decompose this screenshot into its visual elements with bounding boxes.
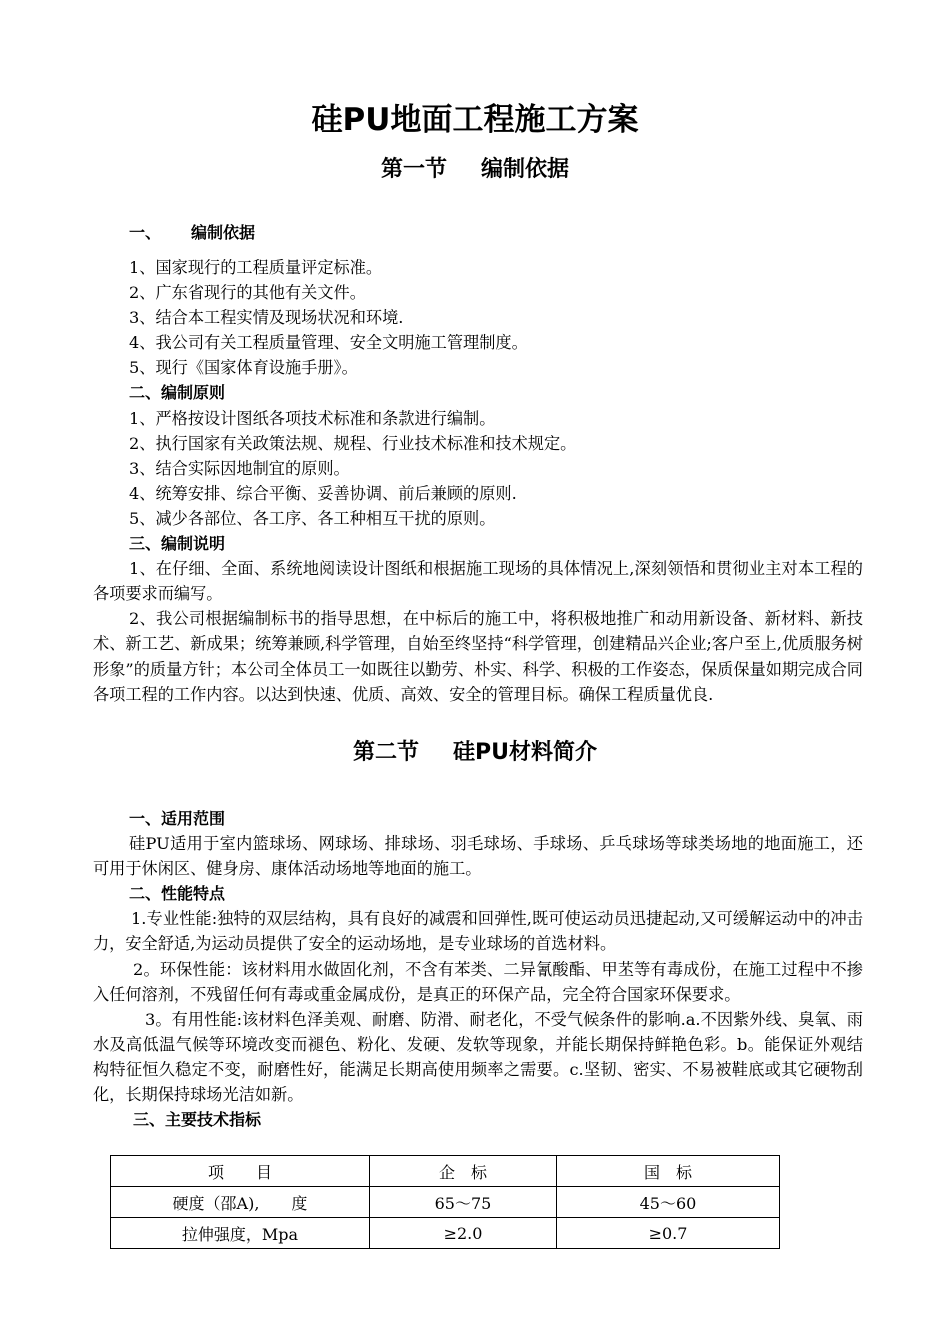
paragraph: 3。有用性能:该材料色泽美观、耐磨、防滑、耐老化，不受气候条件的影响.a.不因紫外线、臭氧、雨水及高低温气候等环境改变而褪色、粉化、发硬、发软等现象，并能长期保持鲜艳色彩。b。能保证外观结构特征恒久稳定不变，耐磨性好，能满足长期高使用频率之需要。c.坚韧、密实、不易被鞋底或其它硬物刮化，长期保持球场光洁如新。 — [93, 1009, 863, 1105]
section2-heading — [0, 735, 950, 771]
paragraph: 硅PU适用于室内篮球场、网球场、排球场、羽毛球场、手球场、乒乓球场等球类场地的地面施工，还可用于休闲区、健身房、康体活动场地等地面的施工。 — [93, 834, 863, 879]
scope-paragraph-wrap — [93, 831, 863, 881]
notes-paragraphs — [93, 556, 863, 707]
table-cell: ≥2.0 — [370, 1218, 557, 1249]
paragraph: 1.专业性能:独特的双层结构，具有良好的减震和回弹性,既可使运动员迅捷起动,又可缓解运动中的冲击力，安全舒适,为运动员提供了安全的运动场地，是专业球场的首选材料。 — [93, 909, 863, 954]
table-cell: 45～60 — [557, 1187, 780, 1218]
notes-heading: 三、编制说明 — [129, 534, 226, 554]
document-title: 硅PU地面工程施工方案 — [311, 102, 639, 138]
table-cell: 硬度（邵A), 度 — [111, 1187, 370, 1218]
basis-list — [93, 255, 863, 707]
heading-text: 编制依据 — [191, 223, 256, 242]
list-item: 4、统筹安排、综合平衡、妥善协调、前后兼顾的原则. — [129, 483, 517, 503]
table-cell: 65～75 — [370, 1187, 557, 1218]
table-cell: ≥0.7 — [557, 1218, 780, 1249]
list-item: 5、减少各部位、各工序、各工种相互干扰的原则。 — [129, 508, 496, 528]
paragraph: 2、我公司根据编制标书的指导思想，在中标后的施工中，将积极地推广和动用新设备、新材料、新技术、新工艺、新成果；统筹兼顾,科学管理，自始至终坚持“科学管理，创建精品兴企业;客户至上,优质服务树形象”的质量方针；本公司全体员工一如既往以勤劳、朴实、科学、积极的工作姿态，保质保量如期完成合同各项工程的工作内容。以达到快速、优质、高效、安全的管理目标。确保工程质量优良. — [93, 609, 863, 704]
table-header-cell: 企 标 — [370, 1156, 557, 1187]
list-item: 4、我公司有关工程质量管理、安全文明施工管理制度。 — [129, 333, 528, 353]
scope-heading: 一、适用范围 — [129, 809, 226, 828]
principles-heading: 二、编制原则 — [129, 383, 226, 403]
paragraph: 1、在仔细、全面、系统地阅读设计图纸和根据施工现场的具体情况上,深刻领悟和贯彻业主对本工程的各项要求而编写。 — [93, 559, 863, 604]
features-paragraphs — [93, 906, 863, 1107]
table-cell: 拉伸强度，Mpa — [111, 1218, 370, 1249]
table-header-row — [111, 1156, 780, 1187]
list-item: 3、结合本工程实情及现场状况和环境. — [129, 308, 404, 328]
table-row — [111, 1218, 780, 1249]
section2-body — [93, 806, 863, 1132]
list-item: 2、执行国家有关政策法规、规程、行业技术标准和技术规定。 — [129, 433, 577, 453]
section1-basis-heading — [93, 220, 863, 245]
paragraph: 2。环保性能：该材料用水做固化剂，不含有苯类、二异氰酸酯、甲苤等有毒成份，在施工过程中不掺入任何溶剂，不残留任何有毒或重金属成份，是真正的环保产品，完全符合国家环保要求。 — [93, 959, 863, 1004]
heading-number: 一、 — [129, 223, 162, 242]
section1-heading — [0, 152, 950, 188]
list-item: 2、广东省现行的其他有关文件。 — [129, 283, 366, 303]
list-item: 1、严格按设计图纸各项技术标准和条款进行编制。 — [129, 408, 496, 428]
list-item: 5、现行《国家体育设施手册》。 — [129, 358, 358, 378]
section2-title: 硅PU材料简介 — [453, 740, 597, 765]
features-heading: 二、性能特点 — [129, 884, 226, 904]
table-row — [111, 1187, 780, 1218]
table-header-cell: 项 目 — [111, 1156, 370, 1187]
spec-table — [110, 1155, 780, 1249]
section2-number: 第二节 — [352, 740, 419, 765]
list-item: 1、国家现行的工程质量评定标准。 — [129, 258, 383, 277]
table-header-cell: 国 标 — [557, 1156, 780, 1187]
section1-number: 第一节 — [380, 157, 447, 182]
list-item: 3、结合实际因地制宜的原则。 — [129, 458, 350, 478]
section1-title: 编制依据 — [481, 157, 570, 182]
specs-heading: 三、主要技术指标 — [133, 1110, 262, 1130]
